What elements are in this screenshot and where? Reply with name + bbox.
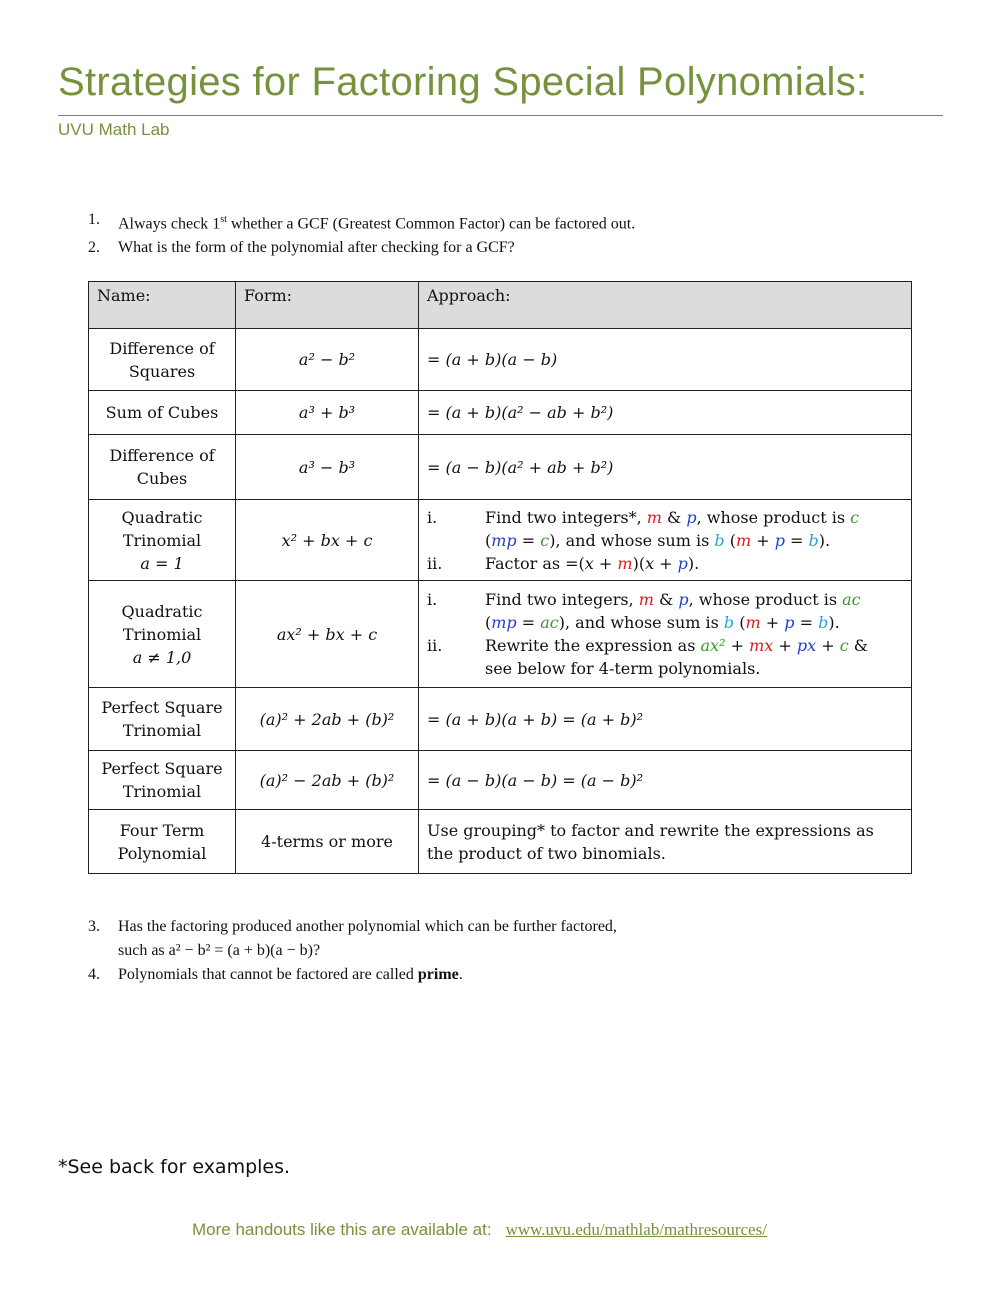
table-row bbox=[89, 391, 912, 435]
factoring-table bbox=[88, 281, 912, 874]
header-name: Name: bbox=[89, 282, 236, 329]
row-name: Quadratic Trinomial a = 1 bbox=[89, 500, 236, 581]
row-approach: = (a + b)(a − b) bbox=[419, 329, 912, 391]
row-form: (a)² + 2ab + (b)² bbox=[236, 688, 419, 751]
mathresources-link[interactable]: www.uvu.edu/mathlab/mathresources/ bbox=[505, 1220, 767, 1239]
row-form: a² − b² bbox=[236, 329, 419, 391]
row-name: Perfect Square Trinomial bbox=[89, 751, 236, 810]
row-form: 4-terms or more bbox=[236, 810, 419, 874]
page-subtitle: UVU Math Lab bbox=[58, 120, 170, 139]
page-title: Strategies for Factoring Special Polynomials: bbox=[58, 60, 868, 104]
list-item: 3. Has the factoring produced another polynomial which can be further factored, such as a² − b² = (a + b)(a − b)? bbox=[88, 918, 617, 959]
row-form: ax² + bx + c bbox=[236, 581, 419, 688]
footer bbox=[192, 1220, 767, 1240]
title-divider bbox=[58, 115, 943, 116]
list-item: 4. Polynomials that cannot be factored are called prime. bbox=[88, 966, 463, 983]
table-header-row bbox=[89, 282, 912, 329]
table-row bbox=[89, 329, 912, 391]
footer-text: More handouts like this are available at: bbox=[192, 1220, 492, 1239]
row-form: a³ + b³ bbox=[236, 391, 419, 435]
header-approach: Approach: bbox=[419, 282, 912, 329]
table-row bbox=[89, 810, 912, 874]
row-name: Four Term Polynomial bbox=[89, 810, 236, 874]
row-approach: = (a + b)(a² − ab + b²) bbox=[419, 391, 912, 435]
row-approach: = (a − b)(a² + ab + b²) bbox=[419, 435, 912, 500]
row-approach: i. Find two integers, m & p, whose product is ac (mp = ac), and whose sum is b (m + p = b). ii. Rewrite the expression as ax² + mx + px + c & see below for 4-term polynomials. bbox=[419, 581, 912, 688]
row-form: (a)² − 2ab + (b)² bbox=[236, 751, 419, 810]
row-form: x² + bx + c bbox=[236, 500, 419, 581]
table-row bbox=[89, 435, 912, 500]
table-row bbox=[89, 751, 912, 810]
row-name: Quadratic Trinomial a ≠ 1,0 bbox=[89, 581, 236, 688]
row-name: Difference of Cubes bbox=[89, 435, 236, 500]
table-row bbox=[89, 581, 912, 688]
row-approach: = (a − b)(a − b) = (a − b)² bbox=[419, 751, 912, 810]
steps-top-list bbox=[88, 208, 635, 260]
row-approach: i. Find two integers*, m & p, whose product is c (mp = c), and whose sum is b (m + p = b). ii. Factor as =(x + m)(x + p). bbox=[419, 500, 912, 581]
footnote: *See back for examples. bbox=[58, 1156, 291, 1178]
row-name: Difference of Squares bbox=[89, 329, 236, 391]
row-approach: = (a + b)(a + b) = (a + b)² bbox=[419, 688, 912, 751]
row-form: a³ − b³ bbox=[236, 435, 419, 500]
row-name: Sum of Cubes bbox=[89, 391, 236, 435]
list-item: 2. What is the form of the polynomial after checking for a GCF? bbox=[88, 239, 515, 257]
row-name: Perfect Square Trinomial bbox=[89, 688, 236, 751]
table-row bbox=[89, 688, 912, 751]
list-item: 1. Always check 1st whether a GCF (Greatest Common Factor) can be factored out. bbox=[88, 211, 636, 233]
steps-bottom-list bbox=[88, 915, 617, 987]
row-approach: Use grouping* to factor and rewrite the expressions as the product of two binomials. bbox=[419, 810, 912, 874]
table-row bbox=[89, 500, 912, 581]
header-form: Form: bbox=[236, 282, 419, 329]
